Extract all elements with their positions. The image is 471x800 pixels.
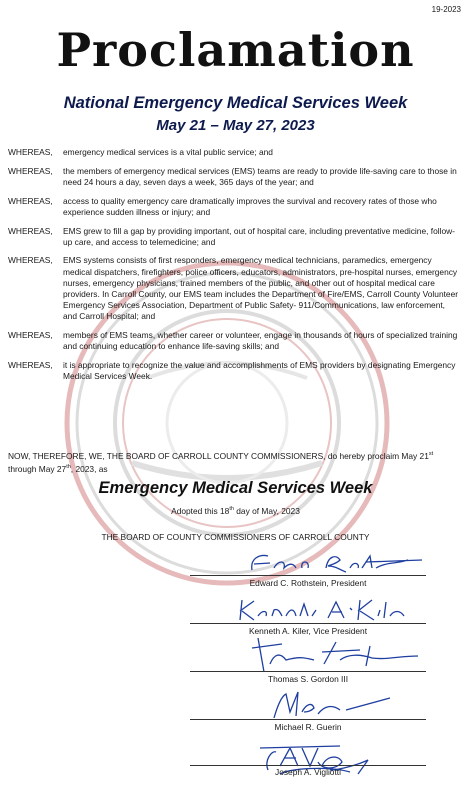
- signature-block: [190, 688, 426, 733]
- handwritten-signature: [190, 596, 426, 624]
- signature-line: [190, 671, 426, 672]
- document-number: 19-2023: [431, 5, 461, 14]
- adopted-after: day of May, 2023: [233, 506, 300, 516]
- signature-line: [190, 765, 426, 766]
- event-dates: May 21 – May 27, 2023: [156, 117, 315, 134]
- signature-line: [190, 623, 426, 624]
- signatory-name: Edward C. Rothstein, President: [249, 578, 367, 588]
- signature-block: [190, 740, 426, 786]
- signature-block: [190, 596, 426, 636]
- handwritten-signature: [190, 688, 426, 722]
- clause-text: it is appropriate to recognize the value and accomplishments of EMS providers by designating Emergency Medical Services Week.: [63, 360, 456, 382]
- board-title: THE BOARD OF COUNTY COMMISSIONERS OF CARROLL COUNTY: [101, 532, 370, 542]
- ordinal-suffix: st: [428, 451, 434, 457]
- whereas-clause: [8, 330, 460, 352]
- signature-block: [190, 548, 426, 588]
- whereas-clause: [8, 166, 460, 188]
- signatory-name: Michael R. Guerin: [274, 722, 342, 732]
- proclamation-heading: Proclamation: [56, 23, 415, 77]
- signature-line: [190, 575, 426, 576]
- resolution-text: [8, 449, 463, 475]
- ordinal-suffix: th: [229, 506, 234, 513]
- whereas-clause: [8, 147, 460, 158]
- resolution-part: through May 27: [8, 463, 67, 474]
- handwritten-signature: [190, 634, 426, 674]
- clause-label: WHEREAS,: [8, 255, 53, 266]
- clause-label: WHEREAS,: [8, 330, 53, 341]
- clause-label: WHEREAS,: [8, 225, 53, 236]
- clause-text: access to quality emergency care dramatically improves the survival and recovery rates of those who experience sudden illness or injury; and: [63, 195, 437, 217]
- event-title: National Emergency Medical Services Week: [63, 94, 408, 112]
- signature-block: [190, 634, 426, 684]
- whereas-clause: [8, 255, 460, 322]
- signature-line: [190, 719, 426, 720]
- clause-label: WHEREAS,: [8, 360, 53, 371]
- signatory-name: Kenneth A. Kiler, Vice President: [248, 626, 368, 636]
- clause-text: the members of emergency medical services (EMS) teams are ready to provide life-saving care to those in need 24 hours a day, seven days a week, 365 days of the year; and: [63, 165, 457, 187]
- clause-text: emergency medical services is a vital public service; and: [63, 147, 273, 157]
- ordinal-suffix: th: [66, 464, 71, 470]
- signatory-name: Joseph A. Vigliotti: [275, 767, 341, 777]
- clause-label: WHEREAS,: [8, 165, 53, 176]
- resolution-part: , 2023, as: [70, 463, 108, 474]
- clause-text: members of EMS teams, whether career or volunteer, engage in thousands of hours of specialized training and continuing education to enhance life-saving skills; and: [63, 330, 458, 352]
- clause-label: WHEREAS,: [8, 195, 53, 206]
- adopted-before: Adopted this 18: [171, 506, 230, 516]
- resolution-part: NOW, THEREFORE, WE, THE BOARD OF CARROLL COUNTY COMMISSIONERS, do hereby proclaim May 21: [8, 450, 429, 461]
- adopted-date: [0, 506, 471, 516]
- clause-text: EMS systems consists of first responders, emergency medical technicians, paramedics, emergency medical dispatchers, firefighters, police officers, educators, administrators, pre-hospital nurses, emergency nurses, emergency physicians, trained members of the public, and other out of hospital medical care providers. In Carroll County, our EMS team includes the Department of Fire/EMS, Carroll County Volunteer Emergency Services Association, Department of Public Safety- 911/Communications, law enforcement, and Carroll Hospital; and: [63, 255, 459, 322]
- clause-text: EMS grew to fill a gap by providing important, out of hospital care, including preventative medicine, follow-up care, and access to telemedicine; and: [63, 225, 455, 247]
- week-title: Emergency Medical Services Week: [98, 479, 373, 497]
- whereas-clause: [8, 360, 460, 382]
- whereas-clause: [8, 226, 460, 248]
- handwritten-signature: [190, 548, 426, 576]
- signatory-name: Thomas S. Gordon III: [267, 674, 349, 684]
- whereas-clauses: [8, 147, 460, 390]
- whereas-clause: [8, 196, 460, 218]
- clause-label: WHEREAS,: [8, 147, 53, 157]
